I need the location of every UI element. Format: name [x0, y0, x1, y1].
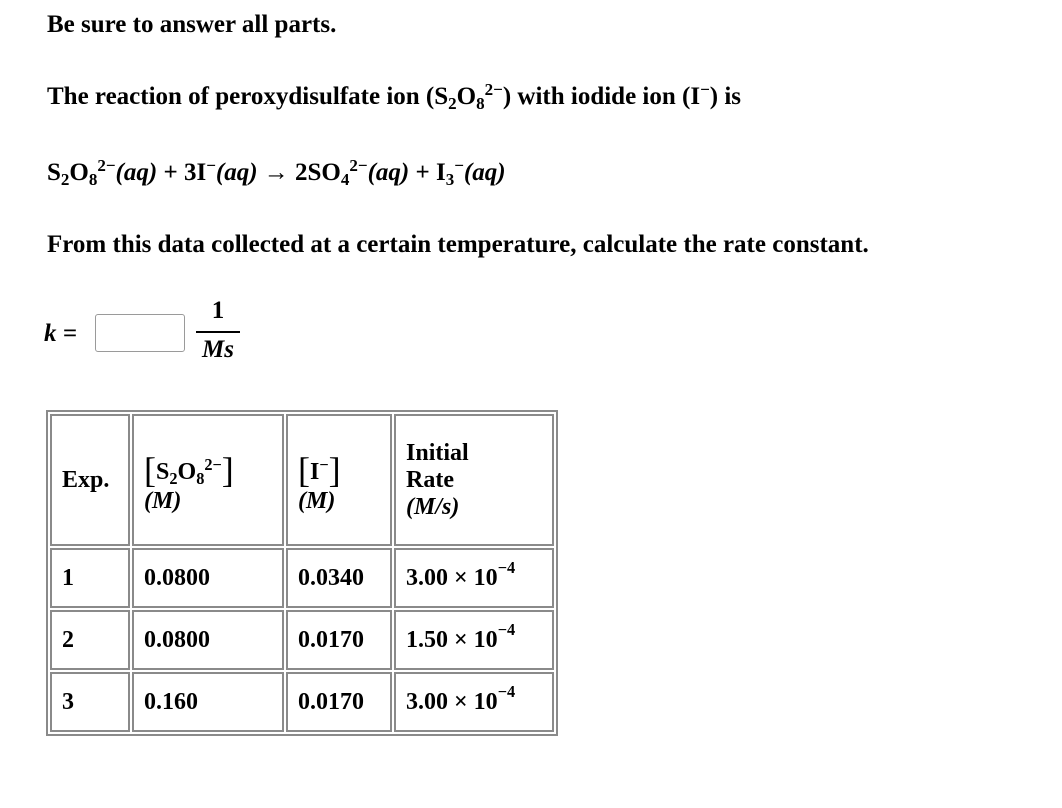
cell-rate: $3.00 \times 10^{-4}$: [394, 672, 554, 732]
cell-rate: $1.50 \times 10^{-4}$: [394, 610, 554, 670]
header-rate-line1: Initial: [406, 439, 469, 466]
header-s2o8-unit: (M): [144, 487, 182, 514]
cell-exp: 1: [50, 548, 130, 608]
rate-mantissa: 1.50: [406, 626, 448, 653]
rate-exponent: −4: [497, 682, 516, 702]
rate-exponent: −4: [497, 620, 516, 640]
question-prompt: From this data collected at a certain temperature, calculate the rate constant.: [47, 231, 869, 258]
unit-numerator: 1: [211, 297, 225, 324]
header-s2o8: $[S_2O_8^{2-}]$ (M): [132, 414, 284, 546]
unit-denominator: Ms: [202, 336, 234, 363]
k-label: k =: [44, 320, 77, 347]
header-iodide: [I−] (M): [286, 414, 392, 546]
header-rate: [394, 414, 554, 546]
reaction-intro: The reaction of peroxydisulfate ion $(S_2O_8^{2-})$ with iodide ion (I−) is: [47, 79, 742, 114]
cell-s2o8: 0.160: [132, 672, 284, 732]
rate-constant-unit: [196, 296, 240, 364]
table-row: [50, 672, 554, 732]
cell-exp: 2: [50, 610, 130, 670]
cell-s2o8: 0.0800: [132, 548, 284, 608]
rate-data-table: [46, 410, 558, 736]
table-row: [50, 610, 554, 670]
cell-iodide: 0.0340: [286, 548, 392, 608]
table-header-row: [50, 414, 554, 546]
cell-s2o8: 0.0800: [132, 610, 284, 670]
header-exp: Exp.: [50, 414, 130, 546]
rate-constant-input[interactable]: [95, 314, 185, 352]
reaction-intro-mid: ) with iodide ion (I: [502, 83, 701, 110]
table-row: [50, 548, 554, 608]
header-rate-unit: (M/s): [406, 493, 460, 520]
reaction-equation: $S_2O_8^{2-}(aq) + 3I^-(aq) \to 2SO_4^{2-}(aq) + I_3^-(aq)$: [47, 155, 506, 190]
rate-exponent: −4: [497, 558, 516, 578]
reaction-intro-suffix: ) is: [709, 83, 742, 110]
cell-exp: 3: [50, 672, 130, 732]
cell-rate: $3.00 \times 10^{-4}$: [394, 548, 554, 608]
rate-mantissa: 3.00: [406, 564, 448, 591]
rate-mantissa: 3.00: [406, 688, 448, 715]
cell-iodide: 0.0170: [286, 610, 392, 670]
reaction-intro-prefix: The reaction of peroxydisulfate ion (S: [47, 83, 449, 110]
header-rate-line2: Rate: [406, 466, 454, 493]
fraction-bar: [196, 331, 240, 333]
header-iodide-unit: (M): [298, 487, 336, 514]
cell-iodide: 0.0170: [286, 672, 392, 732]
instructions: Be sure to answer all parts.: [47, 11, 337, 38]
